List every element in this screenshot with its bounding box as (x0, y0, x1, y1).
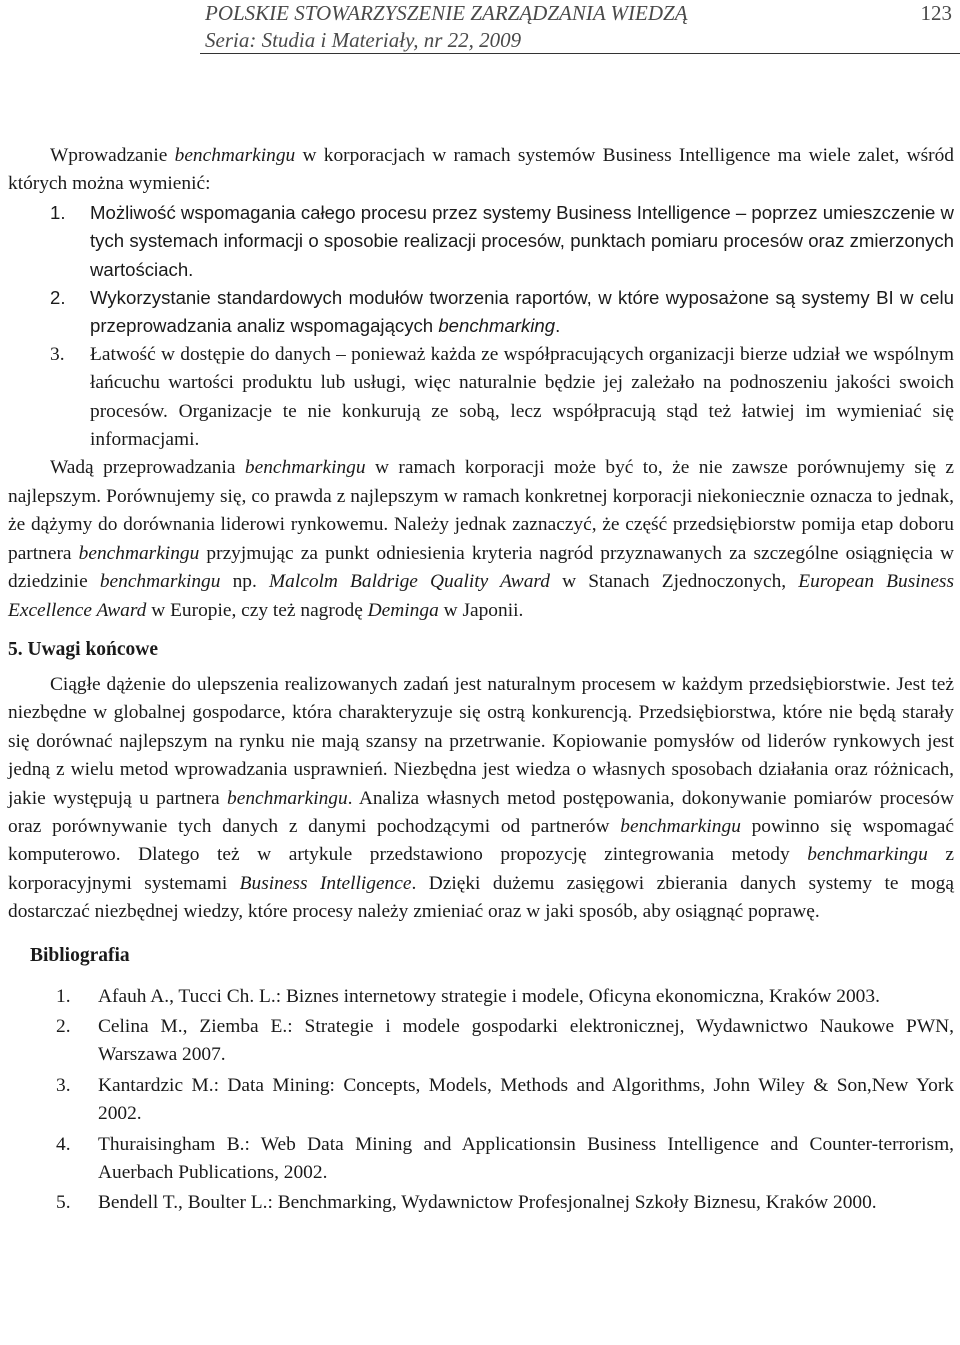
list-item-number: 2. (50, 287, 66, 309)
section-term: benchmarkingu (620, 815, 741, 837)
section-term: benchmarkingu (807, 844, 928, 866)
para2-text: Wadą przeprowadzania (50, 457, 245, 479)
list-item-text-end: . (555, 315, 561, 337)
section-term: benchmarkingu (227, 787, 348, 809)
bibliography-text: Kantardzic M.: Data Mining: Concepts, Models, Methods and Algorithms, John Wiley & Son,New York 2002. (98, 1074, 954, 1125)
journal-title: POLSKIE STOWARZYSZENIE ZARZĄDZANIA WIEDZĄ (205, 1, 688, 25)
page-header (0, 0, 960, 56)
series-info: Seria: Studia i Materiały, nr 22, 2009 (205, 28, 522, 52)
intro-paragraph (8, 142, 954, 199)
list-item-number: 1. (50, 201, 66, 223)
bibliography-number: 5. (56, 1192, 71, 1214)
para2-text: np. (220, 571, 269, 593)
section-term: Business Intelligence (239, 872, 412, 894)
para2-text: w Europie, czy też nagrodę (146, 599, 368, 621)
para2-text: przyjmując za punkt odniesienia kryteria nagród przyznawanych za szczególne osiągnięcia w dziedzinie (8, 542, 954, 593)
bibliography-number: 2. (56, 1015, 71, 1037)
para2-term: benchmarkingu (99, 571, 221, 593)
section-text: z korporacyjnymi systemami (8, 844, 954, 894)
section-text: . Dzięki dużemu zasięgowi zbierania danych systemy te mogą dostarczać niezbędnej wiedzy, które procesy należy zmieniać oraz w jaki sposób, aby osiągnąć poprawę. (8, 872, 954, 923)
para2-award: Deminga (367, 599, 439, 621)
intro-term: benchmarkingu (174, 145, 296, 166)
intro-text-2: w korporacjach w ramach systemów Business Intelligence ma wiele zalet, wśród których można wymienić: (8, 145, 954, 195)
bibliography-item (8, 983, 954, 1011)
section-text: . Analiza własnych metod postępowania, dokonywanie pomiarów procesów oraz porównywanie tych danych z danymi pochodzącymi od partnerów (8, 787, 954, 837)
bibliography-item (8, 1013, 954, 1070)
list-item-text: Możliwość wspomagania całego procesu przez systemy Business Intelligence – poprzez umieszczenie w tych systemach informacji o sposobie realizacji procesów, punktach pomiaru procesów oraz zmierzonych wartościach. (90, 201, 954, 280)
intro-text-1: Wprowadzanie (50, 145, 175, 166)
list-item (8, 341, 954, 455)
para2-term: benchmarkingu (78, 542, 200, 564)
bibliography-item (8, 1072, 954, 1129)
list-item (8, 284, 954, 341)
bibliography-text: Celina M., Ziemba E.: Strategie i modele gospodarki elektronicznej, Wydawnictwo Naukowe PWN, Warszawa 2007. (98, 1015, 954, 1066)
para2-text: w Stanach Zjednoczonych, (549, 571, 799, 593)
paragraph-2 (8, 454, 954, 624)
section-text: Ciągłe dążenie do ulepszenia realizowanych zadań jest naturalnym procesem w każdym przedsiębiorstwie. Jest też niezbędne w globalnej gospodarce, która charakteryzuje się ostrą konkurencją. Przedsiębiorstwa, które nie będą starały się dorównać najlepszym na rynku nie mają szansy na przetrwanie. Kopiowanie pomysłów od liderów rynkowych jest jedną z wielu metod wprowadzania usprawnień. Niezbędna jest wiedza o własnych sposobach działania oraz różnicach, jakie występują u partnera (8, 673, 954, 809)
bibliography-text: Thuraisingham B.: Web Data Mining and Applicationsin Business Intelligence and Counter-terrorism, Auerbach Publications, 2002. (98, 1133, 954, 1183)
bibliography-item (8, 1189, 954, 1217)
section-title: 5. Uwagi końcowe (8, 638, 159, 660)
bibliography-title: Bibliografia (30, 944, 130, 966)
bibliography-list (8, 983, 954, 1218)
para2-award: European Business Excellence Award (8, 571, 955, 621)
list-item-text: Wykorzystanie standardowych modułów tworzenia raportów, w które wyposażone są systemy BI w celu przeprowadzania analiz wspomagających (90, 287, 954, 337)
para2-term: benchmarkingu (244, 457, 366, 479)
list-item (8, 199, 954, 284)
advantages-list (8, 199, 954, 455)
list-item-term: benchmarking (438, 315, 556, 337)
section-paragraph (8, 671, 954, 927)
page-body (8, 142, 954, 1220)
para2-text: w Japonii. (438, 599, 524, 621)
header-rule (200, 53, 960, 54)
list-item-text: Łatwość w dostępie do danych – ponieważ każda ze współpracujących organizacji bierze udział we wspólnym łańcuchu wartości produktu lub usługi, więc naturalnie będzie jej zależało na podnoszeniu jakości swoich procesów. Organizacje te nie konkurują ze sobą, lecz współpracują stąd też łatwiej im wymieniać się informacjami. (90, 343, 954, 451)
bibliography-number: 3. (56, 1074, 71, 1096)
para2-award: Malcolm Baldrige Quality Award (268, 571, 550, 593)
section-text: powinno się wspomagać komputerowo. Dlatego też w artykule przedstawiono propozycję zintegrowania metody (8, 815, 954, 866)
page-number: 123 (920, 1, 952, 25)
bibliography-text: Afauh A., Tucci Ch. L.: Biznes internetowy strategie i modele, Oficyna ekonomiczna, Kraków 2003. (98, 985, 880, 1007)
para2-text: w ramach korporacji może być to, że nie zawsze porównujemy się z najlepszym. Porównujemy się, co prawda z najlepszym w ramach konkretnej korporacji niekoniecznie oznacza to jednak, że dążymy do dorównania liderowi rynkowemu. Należy jednak zaznaczyć, że część przedsiębiorstw pomija etap doboru partnera (8, 457, 954, 564)
list-item-number: 3. (50, 343, 65, 365)
bibliography-number: 4. (56, 1133, 71, 1155)
bibliography-item (8, 1131, 954, 1188)
bibliography-number: 1. (56, 985, 71, 1007)
bibliography-text: Bendell T., Boulter L.: Benchmarking, Wydawnictow Profesjonalnej Szkoły Biznesu, Kraków 2000. (98, 1192, 877, 1214)
